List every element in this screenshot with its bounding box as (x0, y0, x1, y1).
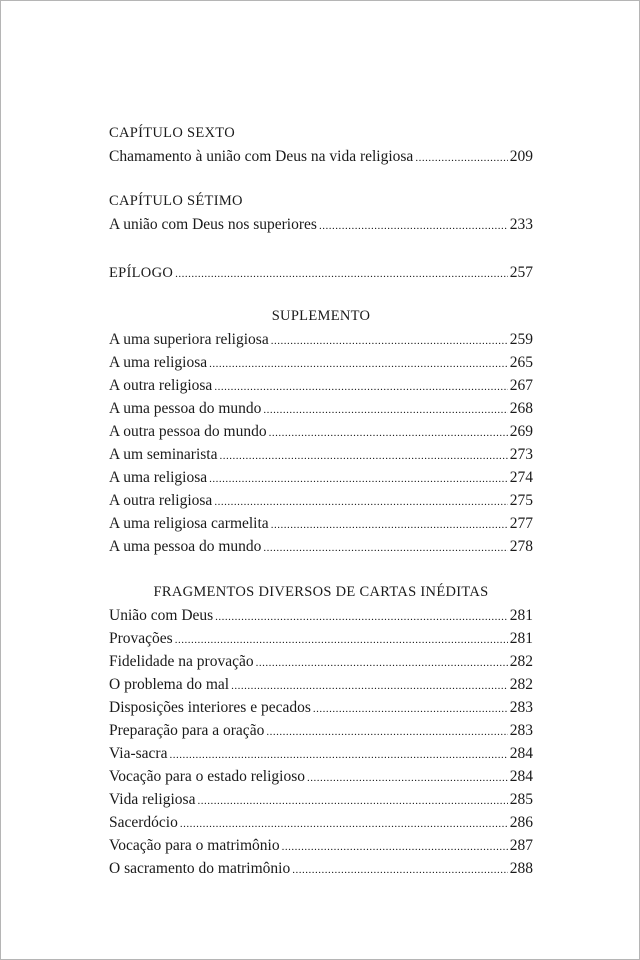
dot-leader (282, 836, 508, 859)
dot-leader (209, 468, 508, 491)
supplement-heading: SUPLEMENTO (271, 308, 371, 324)
fragments-heading: FRAGMENTOS DIVERSOS DE CARTAS INÉDITAS (153, 584, 489, 600)
dot-leader (269, 422, 508, 445)
entry-page: 274 (509, 469, 533, 486)
entry-title: União com Deus (109, 607, 214, 624)
dot-leader (319, 215, 508, 238)
toc-entry (109, 857, 533, 880)
entry-title: Fidelidade na provação (109, 653, 254, 670)
toc-entry (109, 374, 533, 397)
dot-leader (263, 399, 507, 422)
dot-leader (214, 376, 507, 399)
toc-entry (109, 788, 533, 811)
entry-page: 283 (509, 699, 533, 716)
toc-entry (109, 328, 533, 351)
dot-leader (231, 675, 508, 698)
entry-title: Preparação para a oração (109, 722, 265, 739)
toc-entry (109, 145, 533, 168)
toc-entry (109, 650, 533, 673)
entry-title: Sacerdócio (109, 814, 178, 831)
entry-title: O problema do mal (109, 676, 230, 693)
entry-title: Via-sacra (109, 745, 168, 762)
entry-page: 282 (509, 653, 533, 670)
dot-leader (256, 652, 508, 675)
entry-title: Vida religiosa (109, 791, 196, 808)
entry-page: 284 (509, 768, 533, 785)
entry-title: Disposições interiores e pecados (109, 699, 311, 716)
entry-page: 268 (509, 400, 533, 417)
entry-title: A união com Deus nos superiores (109, 216, 317, 233)
toc-entry (109, 811, 533, 834)
toc-entry (109, 489, 533, 512)
entry-page: 259 (509, 331, 533, 348)
entry-title: EPÍLOGO (109, 265, 174, 281)
toc-entry (109, 420, 533, 443)
dot-leader (169, 744, 507, 767)
entry-page: 269 (509, 423, 533, 440)
entry-title: A uma religiosa (109, 354, 208, 371)
entry-title: A uma pessoa do mundo (109, 400, 262, 417)
toc-entry (109, 466, 533, 489)
toc-entry (109, 765, 533, 788)
entry-title: Chamamento à união com Deus na vida religiosa (109, 148, 414, 165)
entry-page: 277 (509, 515, 533, 532)
dot-leader (313, 698, 508, 721)
entry-page: 287 (509, 837, 533, 854)
entry-page: 282 (509, 676, 533, 693)
toc-entry (109, 834, 533, 857)
dot-leader (175, 629, 508, 652)
entry-page: 288 (509, 860, 533, 877)
entry-page: 278 (509, 538, 533, 555)
dot-leader (220, 445, 508, 468)
entry-page: 283 (509, 722, 533, 739)
toc-entry (109, 351, 533, 374)
chapter-heading: CAPÍTULO SÉTIMO (109, 193, 243, 209)
toc-entry (109, 213, 533, 236)
entry-title: Vocação para o matrimônio (109, 837, 280, 854)
toc-entry (109, 696, 533, 719)
dot-leader (209, 353, 508, 376)
toc-entry (109, 719, 533, 742)
toc-entry (109, 443, 533, 466)
dot-leader (271, 330, 508, 353)
entry-title: A uma superiora religiosa (109, 331, 269, 348)
dot-leader (415, 147, 507, 170)
dot-leader (263, 537, 507, 560)
dot-leader (292, 859, 508, 882)
entry-page: 267 (509, 377, 533, 394)
dot-leader (197, 790, 507, 813)
entry-page: 265 (509, 354, 533, 371)
table-of-contents (109, 122, 533, 880)
toc-entry (109, 742, 533, 765)
dot-leader (180, 813, 508, 836)
entry-title: Provações (109, 630, 173, 647)
entry-title: A uma religiosa carmelita (109, 515, 269, 532)
toc-entry (109, 627, 533, 650)
fragments-list (109, 604, 533, 880)
toc-entry (109, 512, 533, 535)
entry-page: 281 (509, 630, 533, 647)
entry-title: Vocação para o estado religioso (109, 768, 305, 785)
dot-leader (214, 491, 507, 514)
supplement-list (109, 328, 533, 558)
toc-entry (109, 535, 533, 558)
entry-page: 281 (509, 607, 533, 624)
entry-page: 275 (509, 492, 533, 509)
entry-title: A outra religiosa (109, 492, 213, 509)
toc-entry (109, 604, 533, 627)
dot-leader (266, 721, 507, 744)
entry-title: A um seminarista (109, 446, 218, 463)
entry-title: A uma pessoa do mundo (109, 538, 262, 555)
entry-title: A outra religiosa (109, 377, 213, 394)
dot-leader (215, 606, 508, 629)
dot-leader (307, 767, 508, 790)
entry-page: 233 (509, 216, 533, 233)
entry-page: 209 (509, 148, 533, 165)
entry-page: 284 (509, 745, 533, 762)
entry-title: O sacramento do matrimônio (109, 860, 291, 877)
dot-leader (271, 514, 508, 537)
chapter-heading: CAPÍTULO SEXTO (109, 125, 235, 141)
toc-entry (109, 673, 533, 696)
epilogue-entry (109, 261, 533, 284)
entry-page: 285 (509, 791, 533, 808)
entry-title: A outra pessoa do mundo (109, 423, 267, 440)
dot-leader (175, 263, 508, 286)
toc-entry (109, 397, 533, 420)
entry-page: 257 (509, 264, 533, 281)
entry-title: A uma religiosa (109, 469, 208, 486)
entry-page: 273 (509, 446, 533, 463)
entry-page: 286 (509, 814, 533, 831)
